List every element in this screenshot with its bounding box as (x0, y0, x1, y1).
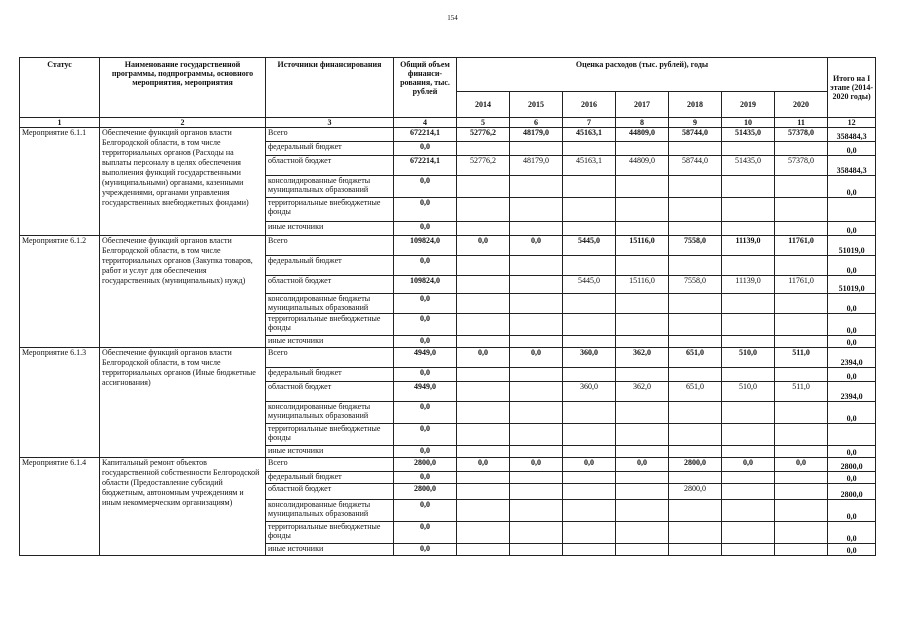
year-amount (510, 222, 563, 236)
stage-total: 0,0 (828, 314, 876, 336)
year-amount (669, 222, 722, 236)
table-row (20, 348, 876, 368)
year-amount: 15116,0 (616, 276, 669, 294)
year-amount: 11139,0 (722, 236, 775, 256)
measure-status: Мероприятие 6.1.4 (20, 458, 100, 556)
year-amount (669, 446, 722, 458)
stage-total: 0,0 (828, 294, 876, 314)
year-amount: 44809,0 (616, 128, 669, 142)
total-amount: 0,0 (394, 336, 457, 348)
funding-source: федеральный бюджет (266, 256, 394, 276)
year-amount: 511,0 (775, 382, 828, 402)
stage-total: 0,0 (828, 402, 876, 424)
year-amount (563, 500, 616, 522)
year-amount (563, 368, 616, 382)
funding-source: Всего (266, 128, 394, 142)
year-amount: 45163,1 (563, 128, 616, 142)
year-amount (722, 424, 775, 446)
year-amount (563, 472, 616, 484)
header-status: Статус (20, 58, 100, 118)
year-amount (457, 472, 510, 484)
column-number: 4 (394, 118, 457, 128)
stage-total: 2394,0 (828, 382, 876, 402)
stage-total: 0,0 (828, 222, 876, 236)
year-amount: 510,0 (722, 348, 775, 368)
year-amount (457, 176, 510, 198)
year-amount: 2800,0 (669, 484, 722, 500)
total-amount: 672214,1 (394, 156, 457, 176)
total-amount: 0,0 (394, 472, 457, 484)
year-amount (669, 198, 722, 222)
year-amount (722, 484, 775, 500)
year-amount: 0,0 (510, 458, 563, 472)
year-amount (510, 198, 563, 222)
year-amount: 58744,0 (669, 128, 722, 142)
funding-source: областной бюджет (266, 276, 394, 294)
stage-total: 0,0 (828, 256, 876, 276)
year-amount (722, 176, 775, 198)
column-number: 2 (100, 118, 266, 128)
year-amount (510, 336, 563, 348)
year-amount (722, 256, 775, 276)
year-amount: 5445,0 (563, 236, 616, 256)
column-number: 7 (563, 118, 616, 128)
measure-name: Капитальный ремонт объектов государственной собственности Белгородской области (Предоставление субсидий бюджетным, автономным учреждениям и иным некоммерческим организациям) (100, 458, 266, 556)
year-amount (616, 424, 669, 446)
stage-total: 0,0 (828, 446, 876, 458)
year-amount (563, 484, 616, 500)
header-year-2020: 2020 (775, 92, 828, 118)
year-amount: 52776,2 (457, 128, 510, 142)
header-estimate: Оценка расходов (тыс. рублей), годы (457, 58, 828, 92)
measure-name: Обеспечение функций органов власти Белгородской области, в том числе территориальных органов (Закупка товаров, работ и услуг для обеспечения государственных (муниципальных) нужд) (100, 236, 266, 348)
year-amount (722, 198, 775, 222)
year-amount: 57378,0 (775, 128, 828, 142)
total-amount: 0,0 (394, 142, 457, 156)
year-amount: 362,0 (616, 382, 669, 402)
year-amount: 0,0 (457, 236, 510, 256)
year-amount (775, 256, 828, 276)
year-amount (457, 500, 510, 522)
funding-table (19, 57, 876, 556)
year-amount (722, 142, 775, 156)
total-amount: 672214,1 (394, 128, 457, 142)
header-year-2016: 2016 (563, 92, 616, 118)
year-amount: 45163,1 (563, 156, 616, 176)
funding-source: областной бюджет (266, 156, 394, 176)
year-amount (616, 294, 669, 314)
stage-total: 0,0 (828, 142, 876, 156)
table-row (20, 128, 876, 142)
year-amount (669, 500, 722, 522)
stage-total: 2800,0 (828, 484, 876, 500)
year-amount: 0,0 (457, 348, 510, 368)
year-amount (457, 142, 510, 156)
column-number: 6 (510, 118, 563, 128)
stage-total: 0,0 (828, 500, 876, 522)
total-amount: 2800,0 (394, 484, 457, 500)
year-amount: 0,0 (616, 458, 669, 472)
year-amount (775, 446, 828, 458)
header-year-2015: 2015 (510, 92, 563, 118)
year-amount (616, 544, 669, 556)
total-amount: 0,0 (394, 256, 457, 276)
year-amount (669, 368, 722, 382)
year-amount (457, 222, 510, 236)
year-amount: 48179,0 (510, 156, 563, 176)
stage-total (828, 198, 876, 222)
year-amount: 57378,0 (775, 156, 828, 176)
stage-total: 358484,3 (828, 128, 876, 142)
year-amount (563, 222, 616, 236)
year-amount (775, 544, 828, 556)
year-amount (775, 368, 828, 382)
total-amount: 4949,0 (394, 348, 457, 368)
year-amount (457, 544, 510, 556)
year-amount: 58744,0 (669, 156, 722, 176)
year-amount (457, 368, 510, 382)
year-amount (457, 276, 510, 294)
header-year-2019: 2019 (722, 92, 775, 118)
year-amount (669, 424, 722, 446)
year-amount: 651,0 (669, 348, 722, 368)
year-amount (775, 500, 828, 522)
year-amount: 510,0 (722, 382, 775, 402)
funding-source: консолидированные бюджеты муниципальных образований (266, 176, 394, 198)
year-amount (669, 402, 722, 424)
funding-source: Всего (266, 236, 394, 256)
year-amount (563, 314, 616, 336)
table-row (20, 236, 876, 256)
header-stage: Итого на I этапе (2014-2020 годы) (828, 58, 876, 118)
year-amount: 5445,0 (563, 276, 616, 294)
year-amount: 360,0 (563, 382, 616, 402)
funding-source: Всего (266, 348, 394, 368)
header-year-2014: 2014 (457, 92, 510, 118)
column-number: 11 (775, 118, 828, 128)
year-amount (563, 176, 616, 198)
stage-total: 51019,0 (828, 276, 876, 294)
column-number: 8 (616, 118, 669, 128)
funding-source: иные источники (266, 336, 394, 348)
funding-source: иные источники (266, 222, 394, 236)
year-amount: 11761,0 (775, 236, 828, 256)
year-amount: 51435,0 (722, 156, 775, 176)
funding-source: территориальные внебюджетные фонды (266, 424, 394, 446)
year-amount (775, 336, 828, 348)
year-amount (457, 484, 510, 500)
year-amount (457, 522, 510, 544)
year-amount (510, 522, 563, 544)
total-amount: 0,0 (394, 198, 457, 222)
year-amount (510, 256, 563, 276)
year-amount (775, 142, 828, 156)
column-number: 12 (828, 118, 876, 128)
year-amount (722, 402, 775, 424)
year-amount (669, 314, 722, 336)
year-amount (669, 336, 722, 348)
total-amount: 2800,0 (394, 458, 457, 472)
stage-total: 0,0 (828, 544, 876, 556)
stage-total: 2394,0 (828, 348, 876, 368)
year-amount (775, 522, 828, 544)
year-amount (775, 222, 828, 236)
funding-source: Всего (266, 458, 394, 472)
year-amount (616, 500, 669, 522)
year-amount (722, 294, 775, 314)
funding-source: консолидированные бюджеты муниципальных образований (266, 500, 394, 522)
year-amount (775, 484, 828, 500)
year-amount (616, 522, 669, 544)
year-amount (722, 368, 775, 382)
year-amount (457, 424, 510, 446)
year-amount: 360,0 (563, 348, 616, 368)
year-amount (722, 336, 775, 348)
total-amount: 0,0 (394, 500, 457, 522)
year-amount (669, 544, 722, 556)
header-name: Наименование государственной программы, подпрограммы, основного мероприятия, мероприятия (100, 58, 266, 118)
stage-total: 51019,0 (828, 236, 876, 256)
year-amount (616, 472, 669, 484)
year-amount: 7558,0 (669, 276, 722, 294)
year-amount: 651,0 (669, 382, 722, 402)
stage-total: 0,0 (828, 472, 876, 484)
year-amount (563, 544, 616, 556)
year-amount (616, 336, 669, 348)
year-amount (722, 522, 775, 544)
year-amount (775, 176, 828, 198)
year-amount (722, 222, 775, 236)
funding-source: территориальные внебюджетные фонды (266, 198, 394, 222)
total-amount: 0,0 (394, 176, 457, 198)
year-amount: 48179,0 (510, 128, 563, 142)
funding-source: консолидированные бюджеты муниципальных образований (266, 294, 394, 314)
year-amount (510, 472, 563, 484)
year-amount: 2800,0 (669, 458, 722, 472)
year-amount (457, 382, 510, 402)
year-amount (457, 294, 510, 314)
year-amount (669, 522, 722, 544)
measure-name: Обеспечение функций органов власти Белгородской области, в том числе территориальных органов (Расходы на выплаты персоналу в целях обеспечения выполнения функций государственными (муниципальными) органами, казенными учреждениями, органами управления государственных внебюджетных фондами) (100, 128, 266, 236)
total-amount: 109824,0 (394, 236, 457, 256)
total-amount: 0,0 (394, 402, 457, 424)
year-amount (457, 314, 510, 336)
year-amount: 52776,2 (457, 156, 510, 176)
year-amount: 511,0 (775, 348, 828, 368)
year-amount (510, 500, 563, 522)
year-amount (775, 472, 828, 484)
year-amount (616, 198, 669, 222)
year-amount: 15116,0 (616, 236, 669, 256)
year-amount: 0,0 (510, 348, 563, 368)
year-amount (669, 294, 722, 314)
stage-total: 0,0 (828, 336, 876, 348)
year-amount: 0,0 (563, 458, 616, 472)
year-amount: 0,0 (510, 236, 563, 256)
total-amount: 0,0 (394, 522, 457, 544)
year-amount (563, 446, 616, 458)
total-amount: 109824,0 (394, 276, 457, 294)
year-amount (510, 314, 563, 336)
year-amount (510, 402, 563, 424)
year-amount: 7558,0 (669, 236, 722, 256)
table-row (20, 458, 876, 472)
year-amount (563, 256, 616, 276)
year-amount (563, 522, 616, 544)
year-amount: 51435,0 (722, 128, 775, 142)
year-amount (669, 472, 722, 484)
column-number: 3 (266, 118, 394, 128)
year-amount (563, 336, 616, 348)
year-amount (510, 382, 563, 402)
year-amount: 0,0 (775, 458, 828, 472)
funding-source: территориальные внебюджетные фонды (266, 314, 394, 336)
year-amount (775, 294, 828, 314)
year-amount (616, 142, 669, 156)
year-amount (616, 446, 669, 458)
total-amount: 0,0 (394, 368, 457, 382)
total-amount: 0,0 (394, 446, 457, 458)
stage-total (828, 424, 876, 446)
year-amount (457, 198, 510, 222)
column-number: 5 (457, 118, 510, 128)
measure-name: Обеспечение функций органов власти Белгородской области, в том числе территориальных органов (Иные бюджетные ассигнования) (100, 348, 266, 458)
year-amount (775, 198, 828, 222)
total-amount: 0,0 (394, 544, 457, 556)
stage-total: 2800,0 (828, 458, 876, 472)
year-amount (563, 198, 616, 222)
year-amount (457, 256, 510, 276)
year-amount (775, 314, 828, 336)
funding-source: федеральный бюджет (266, 142, 394, 156)
year-amount (616, 368, 669, 382)
year-amount (616, 484, 669, 500)
year-amount: 11761,0 (775, 276, 828, 294)
measure-status: Мероприятие 6.1.2 (20, 236, 100, 348)
year-amount (669, 256, 722, 276)
page-number: 154 (447, 14, 458, 22)
funding-source: областной бюджет (266, 382, 394, 402)
column-number: 10 (722, 118, 775, 128)
stage-total: 358484,3 (828, 156, 876, 176)
year-amount (722, 446, 775, 458)
year-amount (616, 256, 669, 276)
year-amount (563, 424, 616, 446)
year-amount (616, 176, 669, 198)
year-amount (616, 314, 669, 336)
year-amount (510, 142, 563, 156)
year-amount (563, 294, 616, 314)
total-amount: 4949,0 (394, 382, 457, 402)
stage-total: 0,0 (828, 522, 876, 544)
year-amount (510, 276, 563, 294)
year-amount (669, 176, 722, 198)
year-amount (563, 142, 616, 156)
funding-source: консолидированные бюджеты муниципальных образований (266, 402, 394, 424)
total-amount: 0,0 (394, 294, 457, 314)
funding-source: федеральный бюджет (266, 472, 394, 484)
funding-source: территориальные внебюджетные фонды (266, 522, 394, 544)
year-amount (510, 544, 563, 556)
header-year-2017: 2017 (616, 92, 669, 118)
column-number: 1 (20, 118, 100, 128)
year-amount: 0,0 (722, 458, 775, 472)
funding-source: иные источники (266, 446, 394, 458)
measure-status: Мероприятие 6.1.3 (20, 348, 100, 458)
header-source: Источники финансирования (266, 58, 394, 118)
year-amount (563, 402, 616, 424)
column-number: 9 (669, 118, 722, 128)
year-amount (457, 446, 510, 458)
measure-status: Мероприятие 6.1.1 (20, 128, 100, 236)
year-amount (616, 222, 669, 236)
year-amount: 362,0 (616, 348, 669, 368)
year-amount (510, 368, 563, 382)
year-amount (616, 402, 669, 424)
year-amount (510, 446, 563, 458)
year-amount (457, 402, 510, 424)
year-amount (510, 484, 563, 500)
year-amount (722, 544, 775, 556)
year-amount (457, 336, 510, 348)
year-amount (722, 314, 775, 336)
total-amount: 0,0 (394, 314, 457, 336)
year-amount (775, 402, 828, 424)
total-amount: 0,0 (394, 424, 457, 446)
year-amount (722, 500, 775, 522)
year-amount: 0,0 (457, 458, 510, 472)
year-amount (510, 294, 563, 314)
year-amount: 44809,0 (616, 156, 669, 176)
header-total: Общий объем финанси-рования, тыс. рублей (394, 58, 457, 118)
year-amount (669, 142, 722, 156)
funding-source: иные источники (266, 544, 394, 556)
funding-source: федеральный бюджет (266, 368, 394, 382)
total-amount: 0,0 (394, 222, 457, 236)
year-amount (775, 424, 828, 446)
year-amount: 11139,0 (722, 276, 775, 294)
stage-total: 0,0 (828, 176, 876, 198)
year-amount (722, 472, 775, 484)
funding-source: областной бюджет (266, 484, 394, 500)
year-amount (510, 424, 563, 446)
year-amount (510, 176, 563, 198)
header-year-2018: 2018 (669, 92, 722, 118)
stage-total: 0,0 (828, 368, 876, 382)
